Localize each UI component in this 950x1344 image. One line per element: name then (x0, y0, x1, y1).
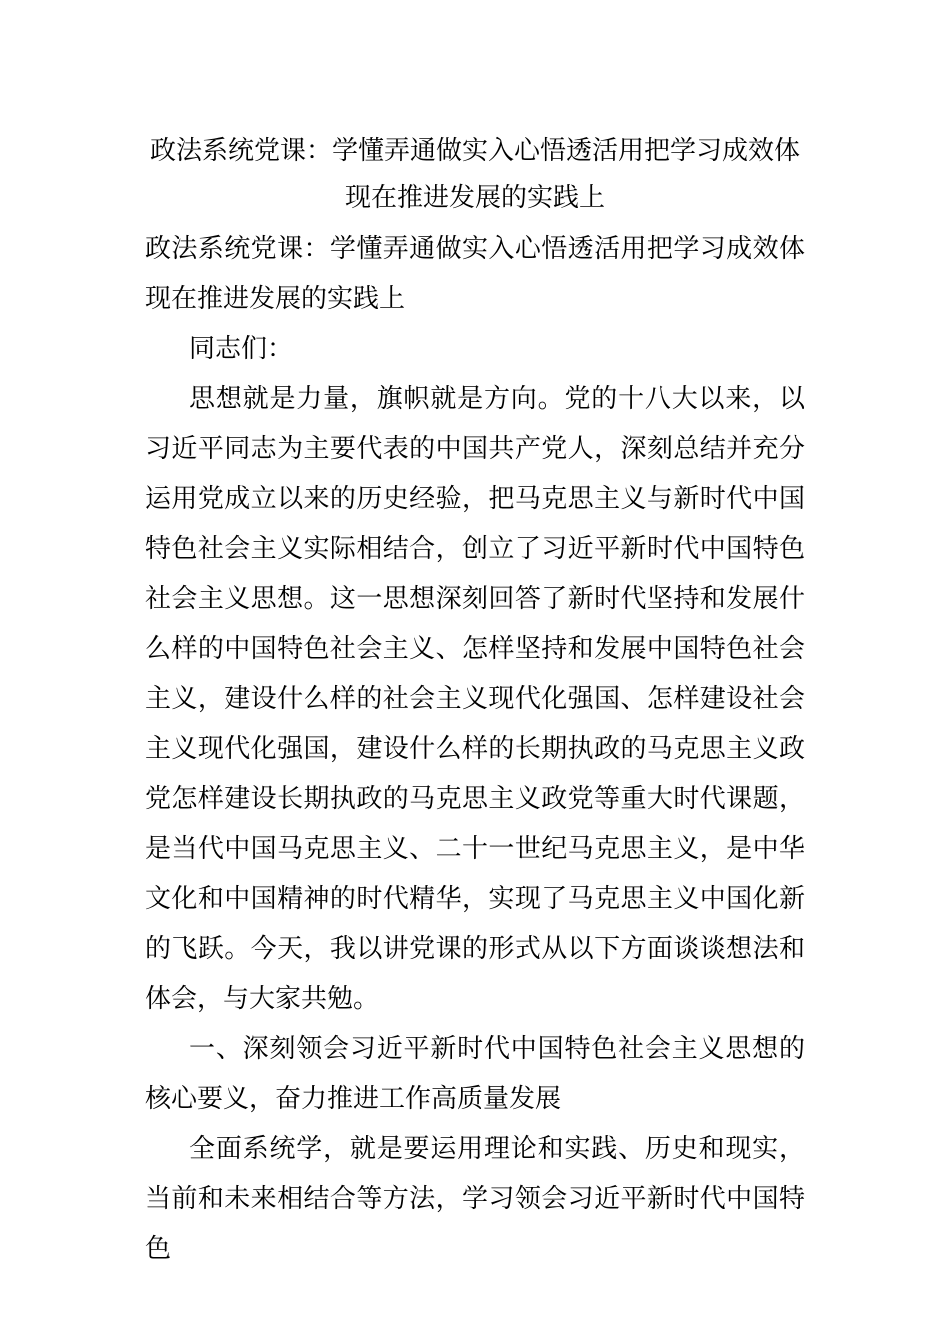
section-heading-1: 一、深刻领会习近平新时代中国特色社会主义思想的核心要义，奋力推进工作高质量发展 (145, 1034, 805, 1114)
body-paragraph-section-1: 全面系统学，就是要运用理论和实践、历史和现实，当前和未来相结合等方法，学习领会习近平新时代中国特色 (145, 1134, 805, 1264)
body-paragraph-intro: 思想就是力量，旗帜就是方向。党的十八大以来，以习近平同志为主要代表的中国共产党人，深刻总结并充分运用党成立以来的历史经验，把马克思主义与新时代中国特色社会主义实际相结合，创立了习近平新时代中国特色社会主义思想。这一思想深刻回答了新时代坚持和发展什么样的中国特色社会主义、怎样坚持和发展中国特色社会主义，建设什么样的社会主义现代化强国、怎样建设社会主义现代化强国，建设什么样的长期执政的马克思主义政党怎样建设长期执政的马克思主义政党等重大时代课题，是当代中国马克思主义、二十一世纪马克思主义，是中华文化和中国精神的时代精华，实现了马克思主义中国化新的飞跃。今天，我以讲党课的形式从以下方面谈谈想法和体会，与大家共勉。 (145, 384, 805, 1014)
title-line-1: 政法系统党课：学懂弄通做实入心悟透活用把学习成效体 (149, 136, 800, 166)
document-page (145, 128, 805, 1274)
document-subtitle: 政法系统党课：学懂弄通做实入心悟透活用把学习成效体现在推进发展的实践上 (145, 234, 805, 314)
title-line-2: 现在推进发展的实践上 (344, 183, 605, 213)
document-title (145, 128, 805, 222)
salutation: 同志们： (189, 334, 294, 364)
